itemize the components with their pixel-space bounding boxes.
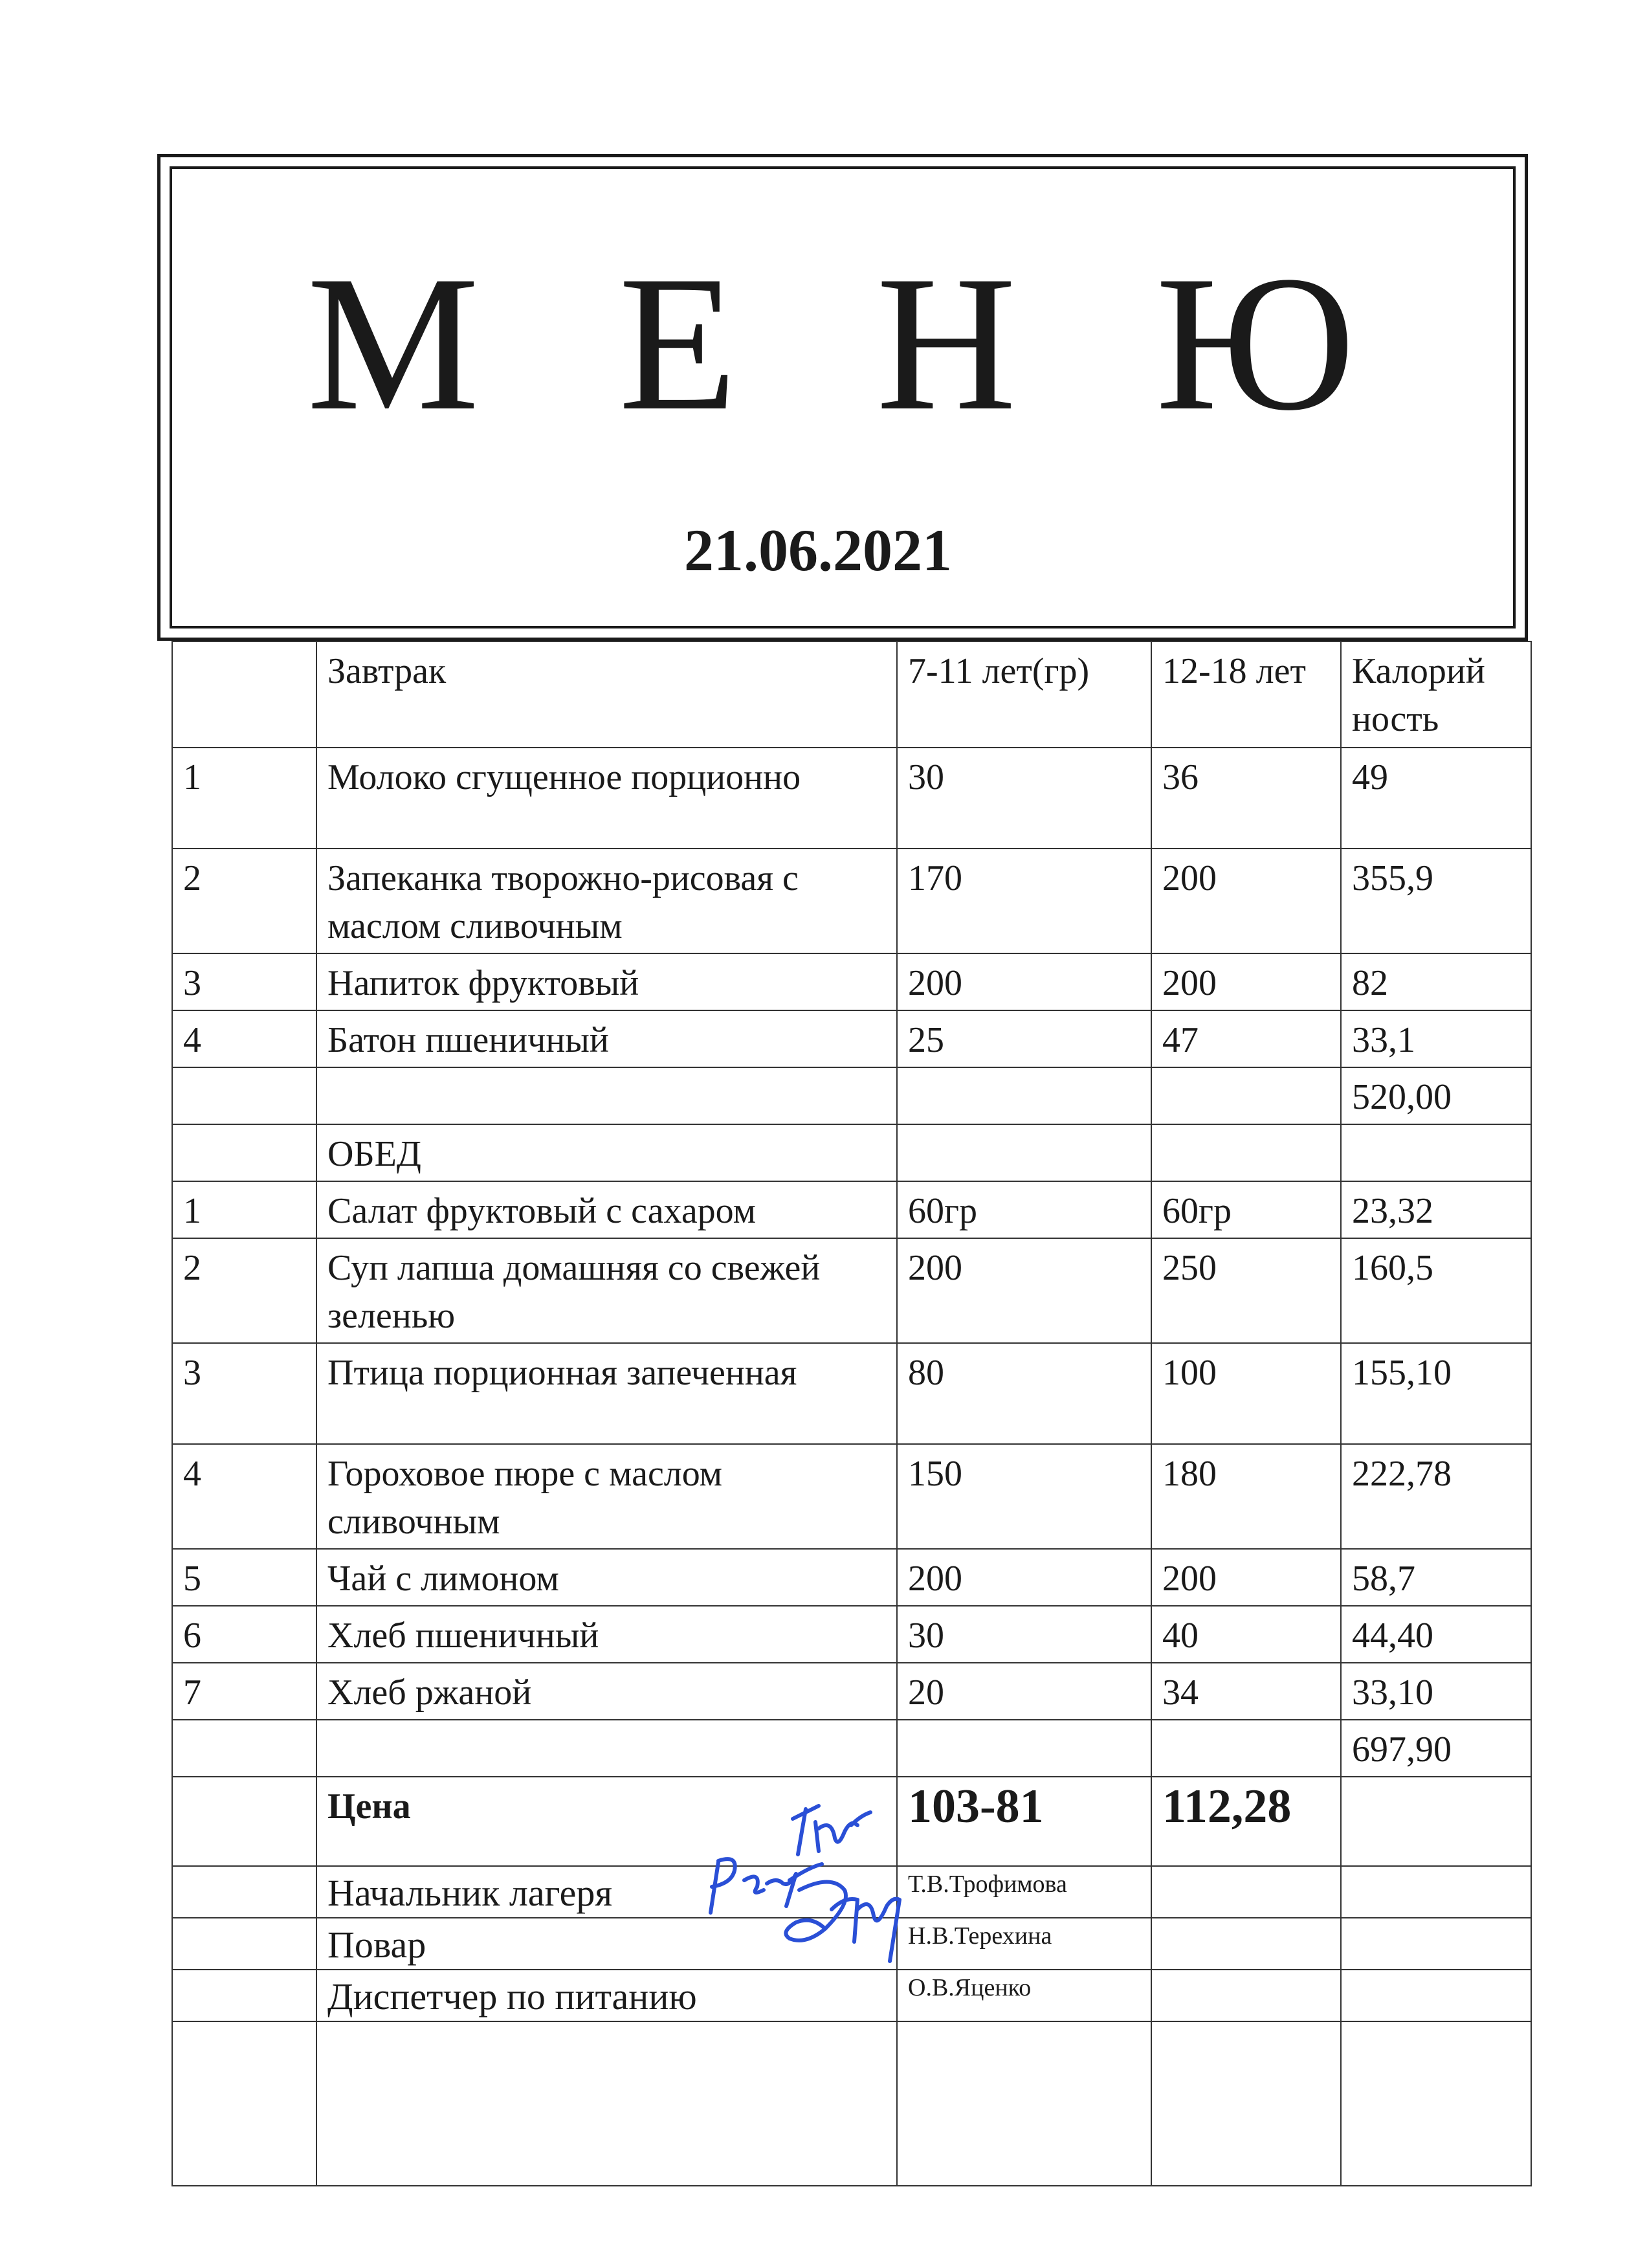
empty-cell — [172, 1970, 316, 2021]
price-label: Цена — [316, 1777, 897, 1866]
header-row — [172, 641, 1531, 748]
portion-7-11: 20 — [897, 1663, 1151, 1720]
empty-cell — [897, 1067, 1151, 1124]
empty-cell — [1151, 1866, 1341, 1918]
lunch-total-calories: 697,90 — [1341, 1720, 1531, 1777]
header-age-12-18: 12-18 лет — [1151, 641, 1341, 748]
row-number: 1 — [172, 748, 316, 849]
signature-3 — [773, 1871, 909, 1968]
portion-7-11: 25 — [897, 1010, 1151, 1067]
portion-7-11: 170 — [897, 849, 1151, 953]
portion-12-18: 200 — [1151, 1549, 1341, 1606]
dish-name: Хлеб пшеничный — [316, 1606, 897, 1663]
portion-7-11: 200 — [897, 1549, 1151, 1606]
staff-role: Начальник лагеря — [316, 1866, 897, 1918]
staff-row — [172, 1970, 1531, 2021]
lunch-title: ОБЕД — [316, 1124, 897, 1181]
dish-name: Чай с лимоном — [316, 1549, 897, 1606]
empty-cell — [1151, 1067, 1341, 1124]
empty-cell — [172, 1918, 316, 1970]
table-row — [172, 1343, 1531, 1444]
empty-cell — [1341, 1866, 1531, 1918]
dish-name: Батон пшеничный — [316, 1010, 897, 1067]
calories-value: 82 — [1341, 953, 1531, 1010]
empty-cell — [172, 1067, 316, 1124]
empty-cell — [1151, 1918, 1341, 1970]
empty-cell — [316, 1067, 897, 1124]
empty-cell — [1151, 1970, 1341, 2021]
table-row — [172, 748, 1531, 849]
portion-12-18: 250 — [1151, 1238, 1341, 1343]
table-row — [172, 1663, 1531, 1720]
dish-name: Хлеб ржаной — [316, 1663, 897, 1720]
empty-cell — [897, 1124, 1151, 1181]
dish-name: Птица порционная запеченная — [316, 1343, 897, 1444]
portion-7-11: 200 — [897, 953, 1151, 1010]
empty-cell — [172, 2021, 316, 2186]
portion-7-11: 30 — [897, 748, 1151, 849]
table-row — [172, 953, 1531, 1010]
empty-cell — [1341, 1124, 1531, 1181]
calories-value: 355,9 — [1341, 849, 1531, 953]
portion-7-11: 150 — [897, 1444, 1151, 1549]
table-row — [172, 849, 1531, 953]
empty-cell — [1151, 2021, 1341, 2186]
row-number: 2 — [172, 1238, 316, 1343]
calories-value: 160,5 — [1341, 1238, 1531, 1343]
dish-name: Салат фруктовый с сахаром — [316, 1181, 897, 1238]
empty-cell — [1341, 1918, 1531, 1970]
empty-cell — [316, 2021, 897, 2186]
empty-cell — [1151, 1720, 1341, 1777]
menu-date: 21.06.2021 — [684, 517, 952, 583]
row-number: 3 — [172, 1343, 316, 1444]
table-row — [172, 1181, 1531, 1238]
empty-cell — [172, 1720, 316, 1777]
empty-cell — [172, 1777, 316, 1866]
breakfast-total-row — [172, 1067, 1531, 1124]
table-row — [172, 1010, 1531, 1067]
empty-cell — [1341, 2021, 1531, 2186]
portion-12-18: 100 — [1151, 1343, 1341, 1444]
calories-value: 44,40 — [1341, 1606, 1531, 1663]
price-12-18: 112,28 — [1151, 1777, 1341, 1866]
page-title: М Е Н Ю — [307, 236, 1400, 450]
empty-cell — [316, 1720, 897, 1777]
empty-cell — [172, 1124, 316, 1181]
staff-name: Н.В.Терехина — [897, 1918, 1151, 1970]
calories-value: 49 — [1341, 748, 1531, 849]
header-calories: Калорий ность — [1341, 641, 1531, 748]
price-7-11: 103-81 — [897, 1777, 1151, 1866]
portion-7-11: 80 — [897, 1343, 1151, 1444]
row-number: 5 — [172, 1549, 316, 1606]
portion-7-11: 200 — [897, 1238, 1151, 1343]
dish-name: Суп лапша домашняя со свежей зеленью — [316, 1238, 897, 1343]
portion-7-11: 60гр — [897, 1181, 1151, 1238]
calories-value: 23,32 — [1341, 1181, 1531, 1238]
row-number: 6 — [172, 1606, 316, 1663]
portion-12-18: 36 — [1151, 748, 1341, 849]
staff-role: Повар — [316, 1918, 897, 1970]
blank-row — [172, 2021, 1531, 2186]
portion-12-18: 200 — [1151, 849, 1341, 953]
empty-cell — [172, 1866, 316, 1918]
portion-12-18: 180 — [1151, 1444, 1341, 1549]
calories-value: 58,7 — [1341, 1549, 1531, 1606]
header-num-cell — [172, 641, 316, 748]
staff-name: О.В.Яценко — [897, 1970, 1151, 2021]
header-age-7-11: 7-11 лет(гр) — [897, 641, 1151, 748]
dish-name: Напиток фруктовый — [316, 953, 897, 1010]
calories-value: 155,10 — [1341, 1343, 1531, 1444]
calories-value: 33,10 — [1341, 1663, 1531, 1720]
row-number: 1 — [172, 1181, 316, 1238]
portion-12-18: 60гр — [1151, 1181, 1341, 1238]
row-number: 4 — [172, 1010, 316, 1067]
row-number: 3 — [172, 953, 316, 1010]
empty-cell — [1341, 1777, 1531, 1866]
breakfast-total-calories: 520,00 — [1341, 1067, 1531, 1124]
dish-name: Запеканка творожно-рисовая с маслом сливочным — [316, 849, 897, 953]
calories-value: 222,78 — [1341, 1444, 1531, 1549]
empty-cell — [897, 1720, 1151, 1777]
table-row — [172, 1444, 1531, 1549]
portion-7-11: 30 — [897, 1606, 1151, 1663]
lunch-header-row — [172, 1124, 1531, 1181]
staff-role: Диспетчер по питанию — [316, 1970, 897, 2021]
table-row — [172, 1238, 1531, 1343]
lunch-total-row — [172, 1720, 1531, 1777]
empty-cell — [1151, 1124, 1341, 1181]
portion-12-18: 47 — [1151, 1010, 1341, 1067]
table-row — [172, 1549, 1531, 1606]
row-number: 7 — [172, 1663, 316, 1720]
calories-value: 33,1 — [1341, 1010, 1531, 1067]
row-number: 2 — [172, 849, 316, 953]
empty-cell — [897, 2021, 1151, 2186]
dish-name: Гороховое пюре с маслом сливочным — [316, 1444, 897, 1549]
portion-12-18: 200 — [1151, 953, 1341, 1010]
row-number: 4 — [172, 1444, 316, 1549]
header-meal: Завтрак — [316, 641, 897, 748]
portion-12-18: 40 — [1151, 1606, 1341, 1663]
table-row — [172, 1606, 1531, 1663]
portion-12-18: 34 — [1151, 1663, 1341, 1720]
empty-cell — [1341, 1970, 1531, 2021]
staff-name: Т.В.Трофимова — [897, 1866, 1151, 1918]
dish-name: Молоко сгущенное порционно — [316, 748, 897, 849]
